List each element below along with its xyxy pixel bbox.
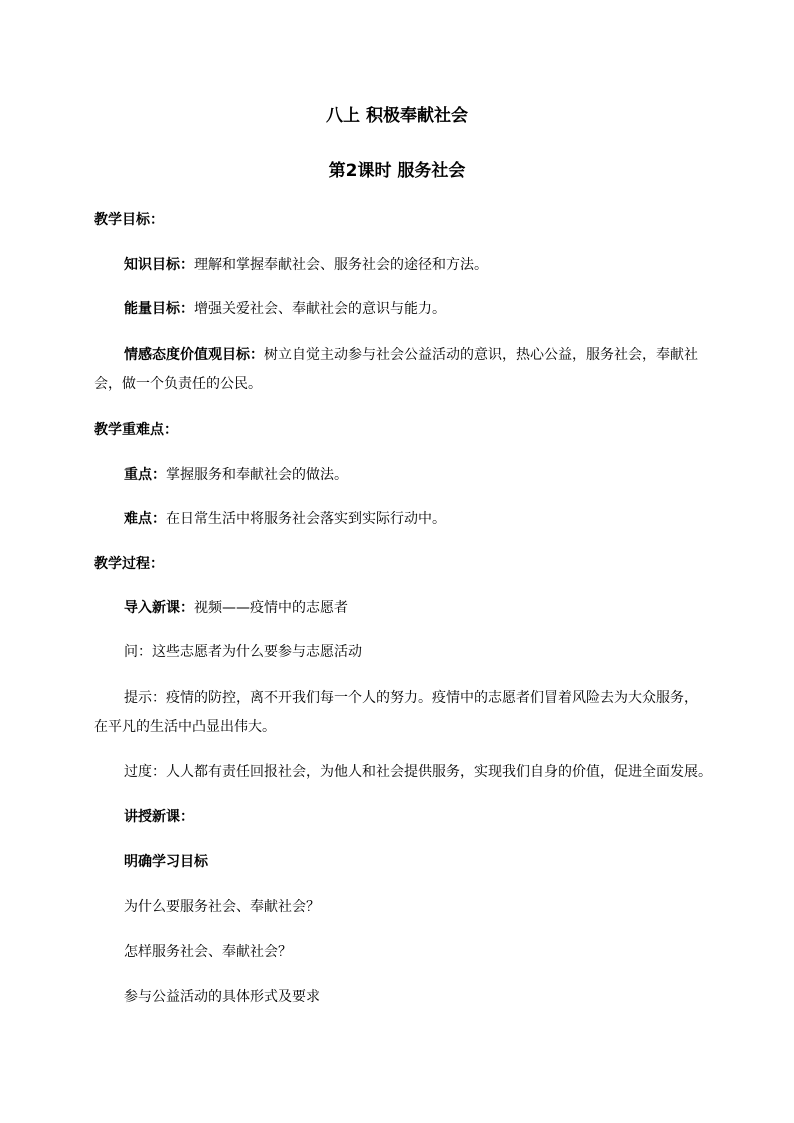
hint-text-1: 提示：疫情的防控，离不开我们每一个人的努力。疫情中的志愿者们冒着风险去为大众服务， [124,690,698,706]
objective-item-3: 参与公益活动的具体形式及要求 [124,989,320,1005]
knowledge-goal [124,256,488,274]
emotion-goal-text-2: 会，做一个负责任的公民。 [94,376,262,392]
lecture-label: 讲授新课： [124,809,194,825]
emotion-goal [124,346,698,364]
key-point [124,466,348,484]
ability-goal-text: 增强关爱社会、奉献社会的意识与能力。 [194,301,446,317]
keypoints-heading: 教学重难点： [94,422,178,438]
objective-item-1: 为什么要服务社会、奉献社会？ [124,899,320,915]
key-point-label: 重点： [124,467,166,483]
emotion-goal-label: 情感态度价值观目标： [124,347,264,363]
difficult-point [124,510,446,528]
document-title: 八上 积极奉献社会 [326,106,468,126]
intro-section [124,599,348,617]
intro-text: 视频——疫情中的志愿者 [194,600,348,616]
knowledge-goal-label: 知识目标： [124,257,194,273]
ability-goal [124,300,446,318]
transition-text: 过度：人人都有责任回报社会，为他人和社会提供服务，实现我们自身的价值，促进全面发展。 [124,764,712,780]
process-heading: 教学过程： [94,556,164,572]
knowledge-goal-text: 理解和掌握奉献社会、服务社会的途径和方法。 [194,257,488,273]
intro-label: 导入新课： [124,600,194,616]
ability-goal-label: 能量目标： [124,301,194,317]
objective-item-2: 怎样服务社会、奉献社会？ [124,944,292,960]
objectives-label: 明确学习目标 [124,854,208,870]
emotion-goal-text-1: 树立自觉主动参与社会公益活动的意识，热心公益，服务社会，奉献社 [264,347,698,363]
key-point-text: 掌握服务和奉献社会的做法。 [166,467,348,483]
hint-text-2: 在平凡的生活中凸显出伟大。 [94,719,276,735]
goals-heading: 教学目标： [94,212,164,228]
question-text: 问：这些志愿者为什么要参与志愿活动 [124,644,362,660]
document-subtitle: 第2课时 服务社会 [328,161,466,181]
difficult-point-label: 难点： [124,511,166,527]
difficult-point-text: 在日常生活中将服务社会落实到实际行动中。 [166,511,446,527]
